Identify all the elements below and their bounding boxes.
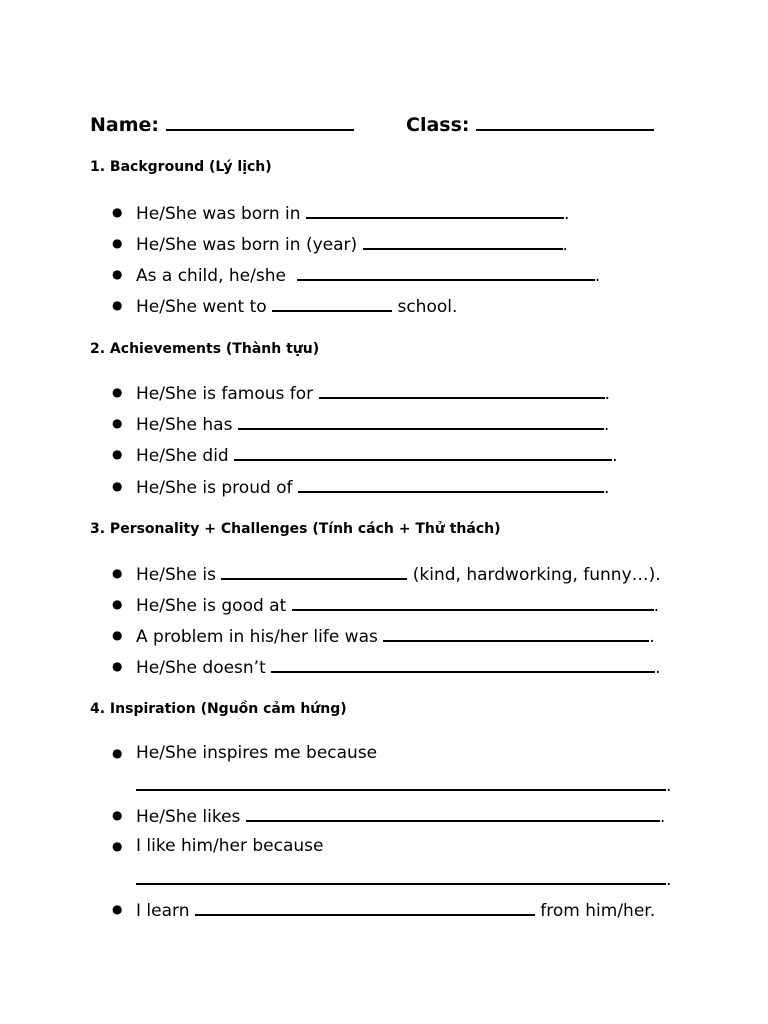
answer-blank[interactable]	[221, 561, 407, 580]
item-suffix: .	[649, 627, 655, 647]
answer-blank[interactable]	[298, 474, 604, 493]
item-suffix: .	[604, 384, 610, 404]
list-item	[112, 411, 609, 435]
section-heading-inspiration: 4. Inspiration (Nguồn cảm hứng)	[90, 701, 347, 717]
item-suffix: .	[612, 446, 618, 466]
list-item	[112, 293, 457, 317]
list-item	[112, 654, 661, 678]
list-item	[112, 231, 568, 255]
item-suffix: .	[655, 658, 661, 678]
item-suffix: from him/her.	[534, 901, 656, 921]
item-suffix: .	[594, 266, 601, 286]
list-item	[112, 442, 618, 466]
bullet-icon: ●	[112, 746, 123, 760]
list-item	[112, 474, 609, 498]
item-suffix: school.	[392, 297, 458, 317]
answer-blank[interactable]	[238, 411, 604, 430]
bullet-icon: ●	[112, 659, 123, 673]
answer-blank[interactable]	[136, 772, 666, 791]
list-item	[112, 200, 569, 224]
bullet-icon: ●	[112, 628, 123, 642]
name-label: Name:	[90, 114, 160, 136]
section-heading-background: 1. Background (Lý lịch)	[90, 159, 272, 175]
class-blank[interactable]	[476, 112, 654, 131]
bullet-icon: ●	[112, 236, 123, 250]
item-prompt: As a child, he/she	[136, 266, 297, 286]
section-heading-personality: 3. Personality + Challenges (Tính cách + Thử thách)	[90, 521, 501, 537]
answer-blank[interactable]	[363, 231, 563, 250]
item-suffix: .	[666, 870, 672, 890]
list-item	[112, 380, 610, 404]
bullet-icon: ●	[112, 416, 123, 430]
bullet-icon: ●	[112, 298, 123, 312]
answer-blank[interactable]	[271, 654, 655, 673]
bullet-icon: ●	[112, 808, 123, 822]
item-suffix: .	[562, 235, 568, 255]
list-item	[112, 561, 661, 585]
answer-blank[interactable]	[306, 200, 564, 219]
bullet-icon: ●	[112, 597, 123, 611]
answer-blank[interactable]	[246, 803, 660, 822]
answer-blank[interactable]	[383, 623, 649, 642]
answer-blank[interactable]	[297, 262, 595, 281]
item-prompt: He/She was born in	[136, 204, 306, 224]
name-row	[90, 112, 354, 137]
answer-blank[interactable]	[319, 380, 605, 399]
list-item	[112, 834, 323, 858]
list-item-continuation	[136, 866, 671, 890]
section-heading-achievements: 2. Achievements (Thành tựu)	[90, 341, 320, 357]
bullet-icon: ●	[112, 205, 123, 219]
answer-blank[interactable]	[234, 442, 612, 461]
list-item	[112, 262, 600, 286]
bullet-icon: ●	[112, 267, 123, 281]
worksheet-header	[90, 112, 690, 142]
item-suffix: .	[659, 807, 666, 827]
item-suffix: (kind, hardworking, funny…).	[407, 565, 661, 585]
item-prompt: He/She is famous for	[136, 384, 319, 404]
item-prompt: He/She is	[136, 565, 222, 585]
bullet-icon: ●	[112, 479, 123, 493]
bullet-icon: ●	[112, 566, 123, 580]
item-prompt: He/She doesn’t	[136, 658, 272, 678]
item-prompt: He/She is good at	[136, 596, 292, 616]
answer-blank[interactable]	[136, 866, 666, 885]
item-prompt: A problem in his/her life was	[136, 627, 384, 647]
name-blank[interactable]	[166, 112, 354, 131]
list-item	[112, 741, 377, 765]
item-suffix: .	[653, 596, 660, 616]
list-item	[112, 803, 665, 827]
bullet-icon: ●	[112, 839, 123, 853]
answer-blank[interactable]	[292, 592, 654, 611]
item-prompt: He/She went to	[136, 297, 273, 317]
item-prompt: He/She did	[136, 446, 235, 466]
answer-blank[interactable]	[195, 897, 535, 916]
list-item-continuation	[136, 772, 671, 796]
list-item	[112, 897, 655, 921]
list-item	[112, 623, 655, 647]
item-suffix: .	[603, 478, 610, 498]
bullet-icon: ●	[112, 447, 123, 461]
bullet-icon: ●	[112, 902, 123, 916]
item-suffix: .	[563, 204, 570, 224]
item-suffix: .	[666, 776, 672, 796]
item-prompt: He/She likes	[136, 807, 246, 827]
list-item	[112, 592, 659, 616]
item-prompt: I learn	[136, 901, 195, 921]
item-prompt: He/She is proud of	[136, 478, 298, 498]
class-row	[406, 112, 654, 137]
item-prompt: He/She inspires me because	[136, 743, 378, 763]
bullet-icon: ●	[112, 385, 123, 399]
item-prompt: I like him/her because	[136, 836, 324, 856]
item-prompt: He/She was born in (year)	[136, 235, 363, 255]
item-prompt: He/She has	[136, 415, 238, 435]
class-label: Class:	[406, 114, 470, 136]
answer-blank[interactable]	[272, 293, 392, 312]
item-suffix: .	[603, 415, 610, 435]
